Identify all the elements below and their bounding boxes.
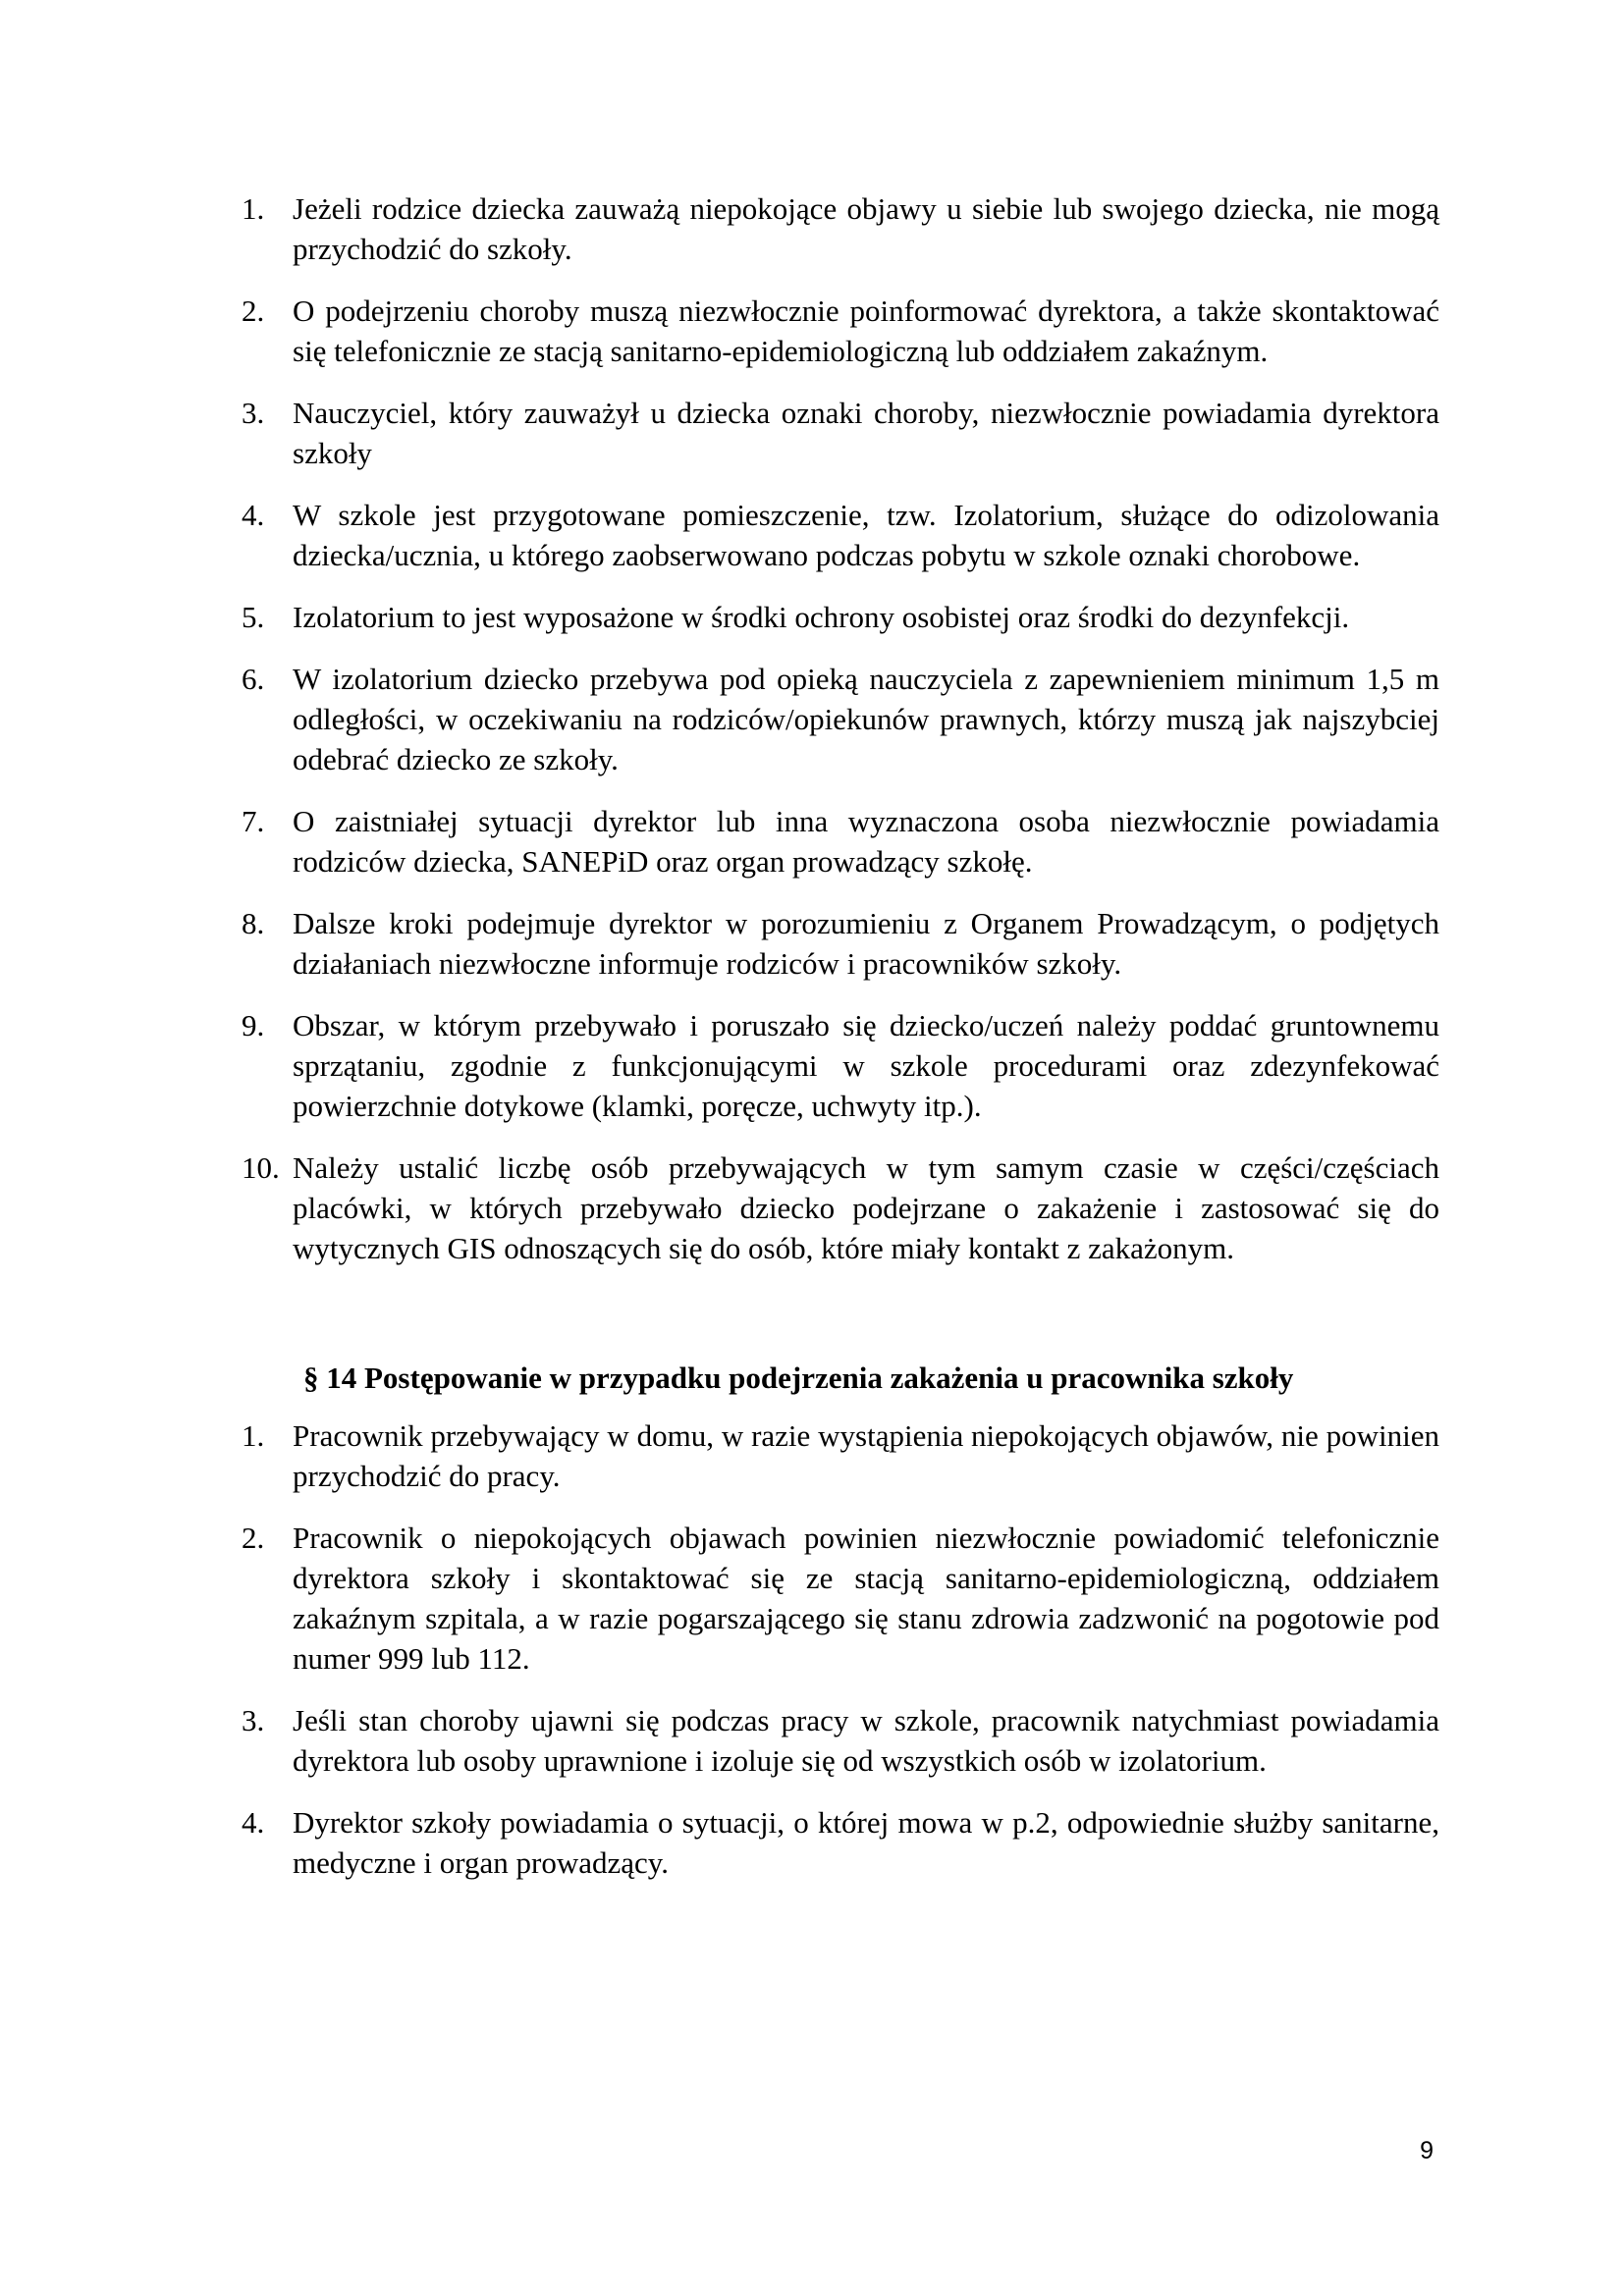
item-text: Izolatorium to jest wyposażone w środki ochrony osobistej oraz środki do dezynfekcji. (293, 600, 1350, 634)
item-text: Należy ustalić liczbę osób przebywających w tym samym czasie w części/częściach placówki, w których przebywało dziecko podejrzane o zakażenie i zastosować się do wytycznych GIS odnoszących się do osób, które miały kontakt z zakażonym. (293, 1150, 1439, 1265)
list-item (242, 597, 1439, 637)
item-text: Pracownik przebywający w domu, w razie wystąpienia niepokojących objawów, nie powinien przychodzić do pracy. (293, 1418, 1439, 1493)
item-text: W szkole jest przygotowane pomieszczenie, tzw. Izolatorium, służące do odizolowania dziecka/ucznia, u którego zaobserwowano podczas pobytu w szkole oznaki chorobowe. (293, 498, 1439, 572)
item-number: 4. (242, 1805, 265, 1840)
list-item (242, 188, 1439, 269)
item-text: O podejrzeniu choroby muszą niezwłocznie poinformować dyrektora, a także skontaktować się telefonicznie ze stacją sanitarno-epidemiologiczną lub oddziałem zakaźnym. (293, 294, 1439, 368)
procedure-list-employee (242, 1415, 1439, 1883)
item-number: 1. (242, 1418, 265, 1453)
item-number: 9. (242, 1008, 265, 1042)
item-number: 1. (242, 191, 265, 226)
page-content (242, 188, 1439, 1883)
item-number: 5. (242, 600, 265, 634)
list-item (242, 801, 1439, 881)
item-text: Dalsze kroki podejmuje dyrektor w porozumieniu z Organem Prowadzącym, o podjętych działaniach niezwłoczne informuje rodziców i pracowników szkoły. (293, 906, 1439, 981)
item-text: O zaistniałej sytuacji dyrektor lub inna wyznaczona osoba niezwłocznie powiadamia rodziców dziecka, SANEPiD oraz organ prowadzący szkołę. (293, 804, 1439, 879)
item-number: 6. (242, 662, 265, 696)
item-text: Obszar, w którym przebywało i poruszało się dziecko/uczeń należy poddać gruntownemu sprzątaniu, zgodnie z funkcjonującymi w szkole procedurami oraz zdezynfekować powierzchnie dotykowe (klamki, poręcze, uchwyty itp.). (293, 1008, 1439, 1123)
item-number: 10. (242, 1150, 280, 1185)
list-item (242, 1802, 1439, 1883)
list-item (242, 393, 1439, 473)
procedure-list-child (242, 188, 1439, 1268)
list-item (242, 1415, 1439, 1496)
list-item (242, 291, 1439, 371)
page-number: 9 (1420, 2137, 1434, 2164)
item-number: 3. (242, 396, 265, 430)
item-number: 2. (242, 1521, 265, 1555)
item-number: 2. (242, 294, 265, 328)
list-item (242, 903, 1439, 984)
list-item (242, 495, 1439, 575)
list-item (242, 1700, 1439, 1781)
item-text: W izolatorium dziecko przebywa pod opieką nauczyciela z zapewnieniem minimum 1,5 m odległości, w oczekiwaniu na rodziców/opiekunów prawnych, którzy muszą jak najszybciej odebrać dziecko ze szkoły. (293, 662, 1439, 776)
item-text: Dyrektor szkoły powiadamia o sytuacji, o której mowa w p.2, odpowiednie służby sanitarne, medyczne i organ prowadzący. (293, 1805, 1439, 1880)
item-text: Jeżeli rodzice dziecka zauważą niepokojące objawy u siebie lub swojego dziecka, nie mogą przychodzić do szkoły. (293, 191, 1439, 266)
list-item (242, 659, 1439, 779)
item-number: 7. (242, 804, 265, 838)
item-text: Pracownik o niepokojących objawach powinien niezwłocznie powiadomić telefonicznie dyrektora szkoły i skontaktować się ze stacją sanitarno-epidemiologiczną, oddziałem zakaźnym szpitala, a w razie pogarszającego się stanu zdrowia zadzwonić na pogotowie pod numer 999 lub 112. (293, 1521, 1439, 1676)
list-item (242, 1518, 1439, 1679)
item-number: 4. (242, 498, 265, 532)
item-number: 8. (242, 906, 265, 940)
item-text: Nauczyciel, który zauważył u dziecka oznaki choroby, niezwłocznie powiadamia dyrektora szkoły (293, 396, 1439, 470)
section-heading: § 14 Postępowanie w przypadku podejrzenia zakażenia u pracownika szkoły (303, 1361, 1294, 1395)
item-number: 3. (242, 1703, 265, 1737)
list-item (242, 1005, 1439, 1126)
item-text: Jeśli stan choroby ujawni się podczas pracy w szkole, pracownik natychmiast powiadamia dyrektora lub osoby uprawnione i izoluje się od wszystkich osób w izolatorium. (293, 1703, 1439, 1778)
list-item (242, 1148, 1439, 1268)
